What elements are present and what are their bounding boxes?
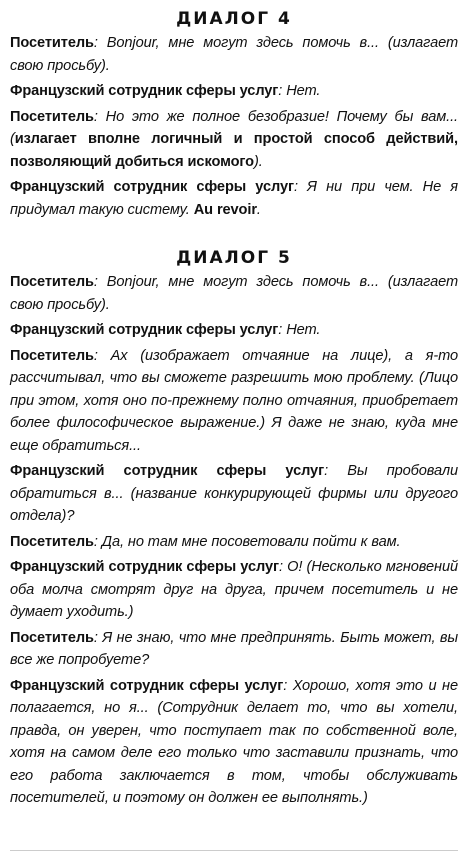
- speaker-label: Французский сотрудник сферы услуг: [10, 463, 325, 479]
- line-text: : Bonjour, мне могут здесь помочь в... (излагает свою просьбу).: [10, 35, 458, 74]
- speaker-label: Французский сотрудник сферы услуг: [10, 179, 294, 195]
- dialog-5-line-1: [10, 271, 458, 316]
- line-text: : Хорошо, хотя это и не полагается, но я... (Сотрудник делает то, что вы хотели, правда, он уверен, что поступает так по собственной воле, хотя на самом деле его только что заставили признать, что его работа заключается в том, чтобы обслуживать посетителей, и поэтому он должен ее выполнять.): [10, 677, 458, 806]
- dialog-5-line-7: [10, 627, 458, 672]
- dialog-5-line-3: [10, 345, 458, 458]
- line-text: : Bonjour, мне могут здесь помочь в... (излагает свою просьбу).: [10, 274, 458, 313]
- line-text: : Да, но там мне посоветовали пойти к вам.: [93, 533, 401, 550]
- dialog-5-heading: ДИАЛОГ 5: [176, 248, 292, 268]
- line-text: : Нет.: [278, 83, 321, 99]
- speaker-label: Французский сотрудник сферы услуг: [10, 677, 284, 694]
- speaker-label: Французский сотрудник сферы услуг: [10, 559, 279, 575]
- dialog-5-line-6: [10, 556, 458, 624]
- line-text: : Вы пробовали обратиться в... (название конкурирующей фирмы или другого отдела)?: [10, 463, 458, 524]
- dialog-5-line-4: [10, 460, 458, 528]
- dialog-5-line-8: [10, 675, 458, 810]
- dialog-4-heading: ДИАЛОГ 4: [176, 9, 292, 29]
- speaker-label: Посетитель: [10, 347, 94, 364]
- line-text: : Нет.: [278, 322, 321, 338]
- line-text: : Я ни при чем. Не я придумал такую систему.: [10, 179, 458, 218]
- dialog-5-line-5: [10, 531, 458, 554]
- dialog-4-line-4: [10, 176, 458, 221]
- speaker-label: Посетитель: [10, 629, 94, 646]
- line-text: : Ах (изображает отчаяние на лице), а я-то рассчитывал, что вы сможете разрешить мою проблему. (Лицо при этом, хотя оно по-прежнему полно отчаяния, приобретает более философическое выражение.) Я даже не знаю, куда мне еще обратиться...: [10, 347, 458, 454]
- speaker-label: Французский сотрудник сферы услуг: [10, 83, 279, 99]
- speaker-label: Французский сотрудник сферы услуг: [10, 322, 279, 338]
- line-tail-text: .: [256, 201, 261, 218]
- document-page: [10, 8, 458, 813]
- speaker-label: Посетитель: [10, 533, 94, 550]
- dialog-4-line-2: [10, 80, 458, 103]
- page-bottom-edge: [10, 850, 458, 851]
- line-tail-text: ).: [254, 153, 263, 170]
- line-text: : Я не знаю, что мне предпринять. Быть может, вы все же попробуете?: [10, 629, 458, 668]
- line-text: : Но это же полное безобразие! Почему бы вам... (: [10, 108, 458, 147]
- speaker-label: Посетитель: [10, 274, 94, 290]
- speaker-label: Посетитель: [10, 108, 94, 125]
- dialog-4-line-1: [10, 32, 458, 77]
- line-bold-text: Au revoir: [193, 201, 257, 218]
- speaker-label: Посетитель: [10, 35, 94, 51]
- dialog-4-line-3: [10, 106, 458, 174]
- line-text: : О! (Несколько мгновений оба молча смотрят друг на друга, причем посетитель и не думает уходить.): [10, 559, 458, 620]
- line-bold-text: излагает вполне логичный и простой способ действий, позволяющий добиться искомого: [10, 131, 458, 170]
- dialog-5-line-2: [10, 319, 458, 342]
